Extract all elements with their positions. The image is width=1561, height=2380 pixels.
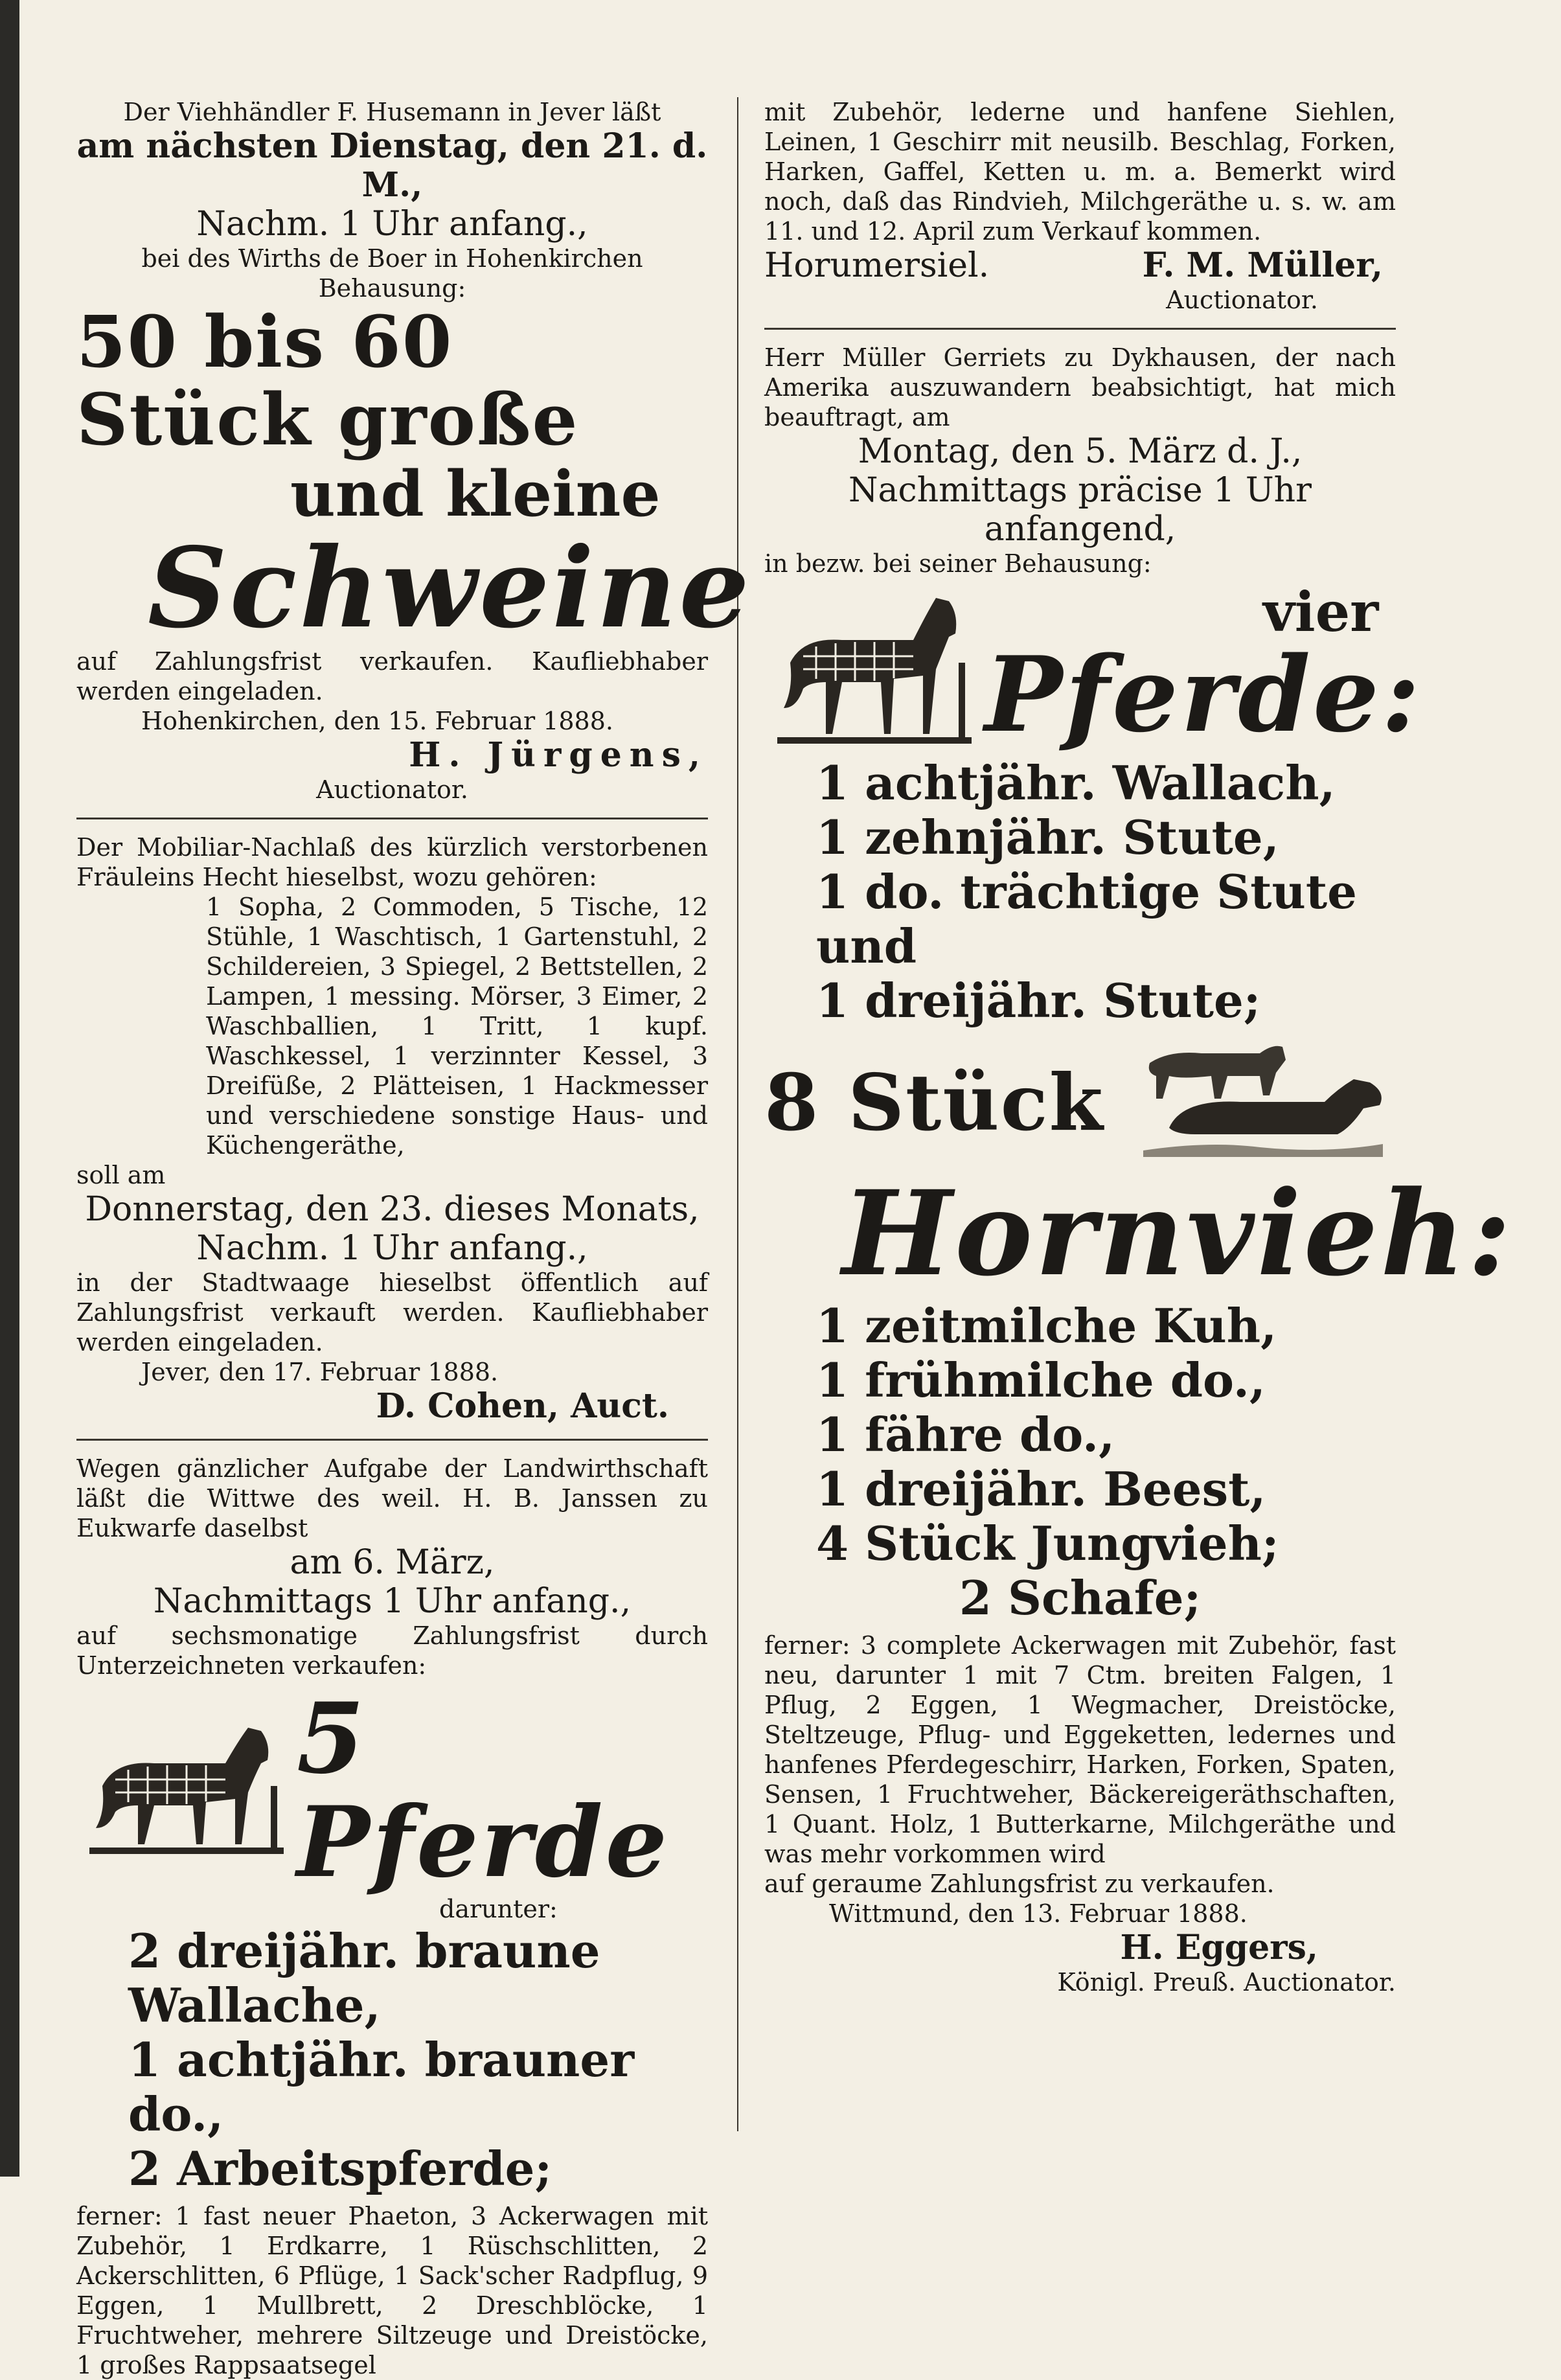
ad-gerriets <box>764 343 1514 1997</box>
time-line: Nachm. 1 Uhr anfang., <box>196 205 588 244</box>
horse-item: 2 dreijähr. braune Wallache, <box>128 1923 600 2033</box>
text: soll am <box>76 1161 166 1189</box>
cattle-item: 1 dreijähr. Beest, <box>816 1461 1266 1516</box>
date-place: Jever, den 17. Februar 1888. <box>141 1358 499 1386</box>
ad-janssen <box>76 1454 708 2380</box>
text: auf geraume Zahlungsfrist zu verkaufen. <box>764 1870 1275 1898</box>
headline-schweine: Schweine <box>148 523 752 653</box>
place: Horumersiel. <box>764 246 990 285</box>
date-place: Hohenkirchen, den 15. Februar 1888. <box>141 707 613 735</box>
page-edge <box>0 0 19 2177</box>
headline-hornvieh: Hornvieh: <box>842 1165 1514 1302</box>
date-line: Montag, den 5. März d. J., <box>858 432 1303 471</box>
headline-pferde: Pferde: <box>985 634 1422 755</box>
date-place: Wittmund, den 13. Februar 1888. <box>829 1899 1248 1928</box>
signature: F. M. Müller, <box>1142 246 1383 285</box>
horse-icon <box>764 578 985 756</box>
date-line: am 6. März, <box>290 1543 495 1582</box>
headline: und kleine <box>290 457 661 531</box>
text: vier <box>1263 580 1379 644</box>
horse-item: 1 achtjähr. Wallach, <box>816 755 1336 810</box>
role: Auctionator. <box>316 775 468 804</box>
text: bei des Wirths de Boer in Hohenkirchen Behausung: <box>141 244 643 303</box>
headline-8-stueck: 8 Stück <box>764 1057 1104 1149</box>
signature: H. Jürgens, <box>409 735 708 775</box>
text: Der Mobiliar-Nachlaß des kürzlich verstorbenen Fräuleins Hecht hieselbst, wozu gehören: <box>76 833 708 891</box>
time-line: Nachmittags 1 Uhr anfang., <box>153 1582 632 1621</box>
cattle-icon <box>1130 1037 1389 1169</box>
signature: D. Cohen, Auct. <box>376 1386 669 1426</box>
cattle-item: 1 zeitmilche Kuh, <box>816 1298 1277 1353</box>
separator <box>764 328 1396 330</box>
cattle-item: 1 frühmilche do., <box>816 1353 1266 1408</box>
text: in der Stadtwaage hieselbst öffentlich auf Zahlungsfrist verkauft werden. Kaufliebhaber werden eingeladen. <box>76 1268 708 1356</box>
text: Der Viehhändler F. Husemann in Jever läßt <box>123 98 661 126</box>
cattle-headline-row <box>764 1037 1396 1169</box>
text: auf Zahlungsfrist verkaufen. Kaufliebhaber werden eingeladen. <box>76 647 708 705</box>
separator <box>76 1439 708 1441</box>
further-items: ferner: 1 fast neuer Phaeton, 3 Ackerwagen mit Zubehör, 1 Erdkarre, 1 Rüschschlitten, 2 Ackerschlitten, 6 Pflüge, 1 Sack'scher Radpflug, 9 Eggen, 1 Mullbrett, 2 Dreschblöcke, 1 Fruchtweher, mehrere Siltzeuge und Dreistöcke, 1 großes Rappsaatsegel <box>76 2202 708 2379</box>
horse-item: 2 Arbeitspferde; <box>128 2141 553 2196</box>
left-column <box>76 97 752 2380</box>
headline-5-pferde: 5 Pferde <box>297 1682 670 1899</box>
pferde-block <box>985 580 1422 755</box>
headline: 50 bis 60 Stück große <box>76 300 579 461</box>
text: Wegen gänzlicher Aufgabe der Landwirthschaft läßt die Wittwe des weil. H. B. Janssen zu Eukwarfe daselbst <box>76 1454 708 1542</box>
time-line: Nachmittags präcise 1 Uhr anfangend, <box>848 471 1312 549</box>
text: mit Zubehör, lederne und hanfene Siehlen, Leinen, 1 Geschirr mit neusilb. Beschlag, Forken, Harken, Gaffel, Ketten u. m. a. Bemerkt wird noch, daß das Rindvieh, Milchgeräthe u. s. w. am 11. und 12. April zum Verkauf kommen. <box>764 98 1396 246</box>
horse-headline-row <box>764 578 1422 756</box>
horse-item: 1 zehnjähr. Stute, <box>816 810 1279 865</box>
role: Königl. Preuß. Auctionator. <box>1057 1968 1396 1997</box>
sheep-item: 2 Schafe; <box>959 1570 1202 1625</box>
text: auf sechsmonatige Zahlungsfrist durch Unterzeichneten verkaufen: <box>76 1621 708 1680</box>
cattle-item: 1 fähre do., <box>816 1407 1115 1462</box>
time-line: Nachm. 1 Uhr anfang., <box>196 1229 588 1268</box>
further-items: ferner: 3 complete Ackerwagen mit Zubehör, fast neu, darunter 1 mit 7 Ctm. breiten Falgen, 1 Pflug, 2 Eggen, 1 Wegmacher, Dreistöcke, Steltzeuge, Pflug- und Eggeketten, ledernes und hanfenes Pferdegeschirr, Harken, Forken, Spaten, Sensen, 1 Fruchtweher, Bäckereigeräthschaften, 1 Quant. Holz, 1 Butterkarne, Milchgeräthe und was mehr vorkommen wird <box>764 1631 1396 1868</box>
role: Auctionator. <box>1166 286 1318 314</box>
signature: H. Eggers, <box>1120 1928 1318 1967</box>
date-line: am nächsten Dienstag, den 21. d. M., <box>76 126 708 205</box>
text: Herr Müller Gerriets zu Dykhausen, der nach Amerika auszuwandern beabsichtigt, hat mich beauftragt, am <box>764 343 1396 431</box>
horse-item: 1 achtjähr. brauner do., <box>128 2032 635 2142</box>
column-divider <box>737 97 738 2131</box>
text: in bezw. bei seiner Behausung: <box>764 549 1152 578</box>
horse-item: 1 dreijähr. Stute; <box>816 973 1261 1028</box>
ad-husemann <box>76 97 752 805</box>
darunter: darunter: <box>439 1895 558 1923</box>
separator <box>76 818 708 819</box>
cattle-item: 4 Stück Jungvieh; <box>816 1516 1279 1571</box>
horse-icon <box>76 1715 297 1866</box>
date-line: Donnerstag, den 23. dieses Monats, <box>85 1190 700 1229</box>
right-column <box>764 97 1514 1997</box>
signature-row <box>764 246 1396 285</box>
horse-item: 1 do. trächtige Stute und <box>816 864 1357 974</box>
ad-hecht <box>76 832 708 1426</box>
ad-mueller-horumersiel <box>764 97 1396 315</box>
horse-headline-row <box>76 1682 708 1899</box>
items: 1 Sopha, 2 Commoden, 5 Tische, 12 Stühle, 1 Waschtisch, 1 Gartenstuhl, 2 Schildereien, 3 Spiegel, 2 Bettstellen, 2 Lampen, 1 messing. Mörser, 3 Eimer, 2 Waschballien, 1 Tritt, 1 kupf. Waschkessel, 1 verzinnter Kessel, 3 Dreifüße, 2 Plätteisen, 1 Hackmesser und verschiedene sonstige Haus- und Küchengeräthe, <box>206 893 708 1160</box>
